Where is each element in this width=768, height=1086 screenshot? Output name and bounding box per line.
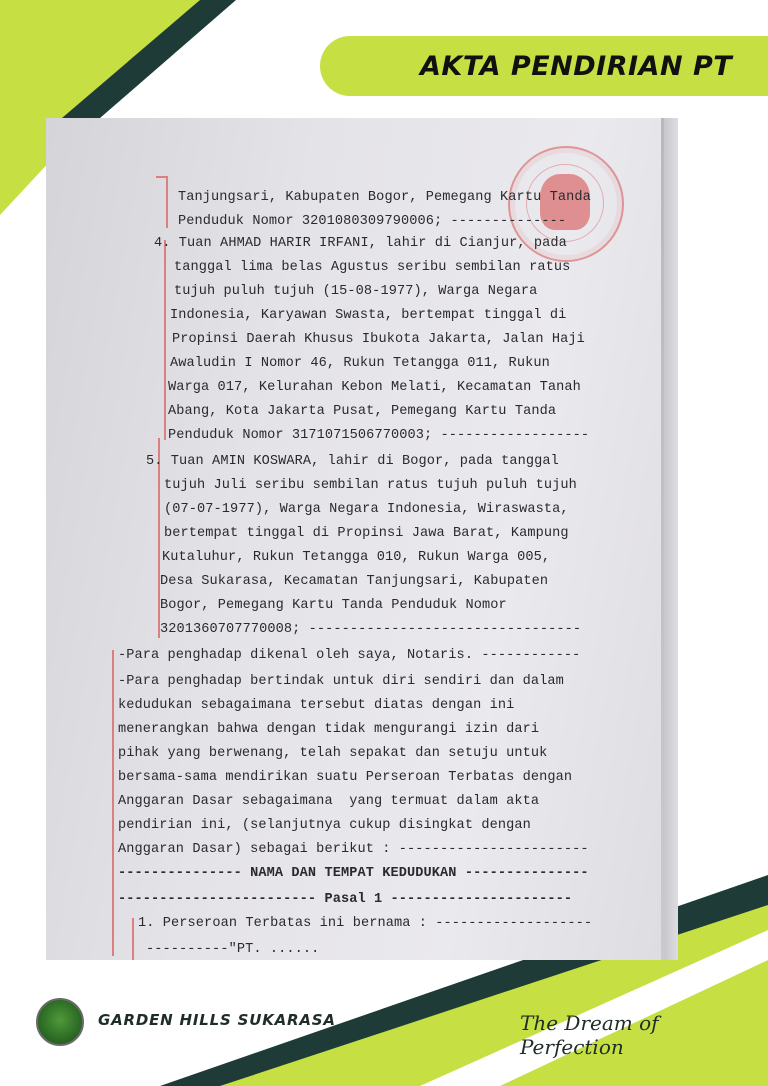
document-line: ------------------------ Pasal 1 ----------------------	[118, 892, 573, 907]
margin-rule	[112, 650, 114, 956]
document-line: 3201360707770008; ---------------------------------	[160, 622, 582, 637]
margin-rule	[132, 918, 134, 960]
document-line: pihak yang berwenang, telah sepakat dan setuju untuk	[118, 746, 548, 761]
document-line: ----------"PT. ......	[146, 942, 320, 957]
document-line: menerangkan bahwa dengan tidak mengurangi izin dari	[118, 722, 540, 737]
document-line: --------------- NAMA DAN TEMPAT KEDUDUKAN ---------------	[118, 866, 589, 881]
document-line: Warga 017, Kelurahan Kebon Melati, Kecamatan Tanah	[168, 380, 581, 395]
document-line: (07-07-1977), Warga Negara Indonesia, Wiraswasta,	[164, 502, 569, 517]
margin-rule	[164, 240, 166, 440]
document-line: 4. Tuan AHMAD HARIR IRFANI, lahir di Cianjur, pada	[154, 236, 567, 251]
document-line: Penduduk Nomor 3201080309790006; --------------	[178, 214, 567, 229]
document-line: 1. Perseroan Terbatas ini bernama : -------------------	[138, 916, 593, 931]
document-line: Propinsi Daerah Khusus Ibukota Jakarta, Jalan Haji	[172, 332, 585, 347]
footer-tagline: The Dream of Perfection	[520, 1011, 659, 1059]
document-line: kedudukan sebagaimana tersebut diatas dengan ini	[118, 698, 515, 713]
document-line: Penduduk Nomor 3171071506770003; ------------------	[168, 428, 590, 443]
garden-hills-logo	[36, 998, 84, 1046]
margin-tick	[156, 176, 168, 178]
margin-rule	[166, 176, 168, 228]
page-edge	[664, 118, 678, 960]
document-line: Desa Sukarasa, Kecamatan Tanjungsari, Kabupaten	[160, 574, 549, 589]
document-line: tujuh Juli seribu sembilan ratus tujuh puluh tujuh	[164, 478, 577, 493]
title-banner	[320, 36, 768, 96]
document-line: tanggal lima belas Agustus seribu sembilan ratus	[174, 260, 571, 275]
document-line: Awaludin I Nomor 46, Rukun Tetangga 011, Rukun	[170, 356, 550, 371]
document-line: -Para penghadap dikenal oleh saya, Notaris. ------------	[118, 648, 581, 663]
document-line: Tanjungsari, Kabupaten Bogor, Pemegang Kartu Tanda	[178, 190, 591, 205]
document-line: bersama-sama mendirikan suatu Perseroan Terbatas dengan	[118, 770, 573, 785]
page-title: AKTA PENDIRIAN PT	[420, 50, 733, 82]
document-line: -Para penghadap bertindak untuk diri sendiri dan dalam	[118, 674, 564, 689]
document-line: tujuh puluh tujuh (15-08-1977), Warga Negara	[174, 284, 538, 299]
document-line: pendirian ini, (selanjutnya cukup disingkat dengan	[118, 818, 531, 833]
document-line: 5. Tuan AMIN KOSWARA, lahir di Bogor, pada tanggal	[146, 454, 559, 469]
document-line: Anggaran Dasar) sebagai berikut : -----------------------	[118, 842, 589, 857]
footer-brand: GARDEN HILLS SUKARASA	[98, 1011, 336, 1029]
page-fold	[661, 118, 664, 960]
document-line: Anggaran Dasar sebagaimana yang termuat dalam akta	[118, 794, 540, 809]
document-line: bertempat tinggal di Propinsi Jawa Barat, Kampung	[164, 526, 569, 541]
document-line: Bogor, Pemegang Kartu Tanda Penduduk Nomor	[160, 598, 507, 613]
document-photo	[46, 118, 678, 960]
document-line: Kutaluhur, Rukun Tetangga 010, Rukun Warga 005,	[162, 550, 551, 565]
document-line: Indonesia, Karyawan Swasta, bertempat tinggal di	[170, 308, 567, 323]
document-line: Abang, Kota Jakarta Pusat, Pemegang Kartu Tanda	[168, 404, 557, 419]
